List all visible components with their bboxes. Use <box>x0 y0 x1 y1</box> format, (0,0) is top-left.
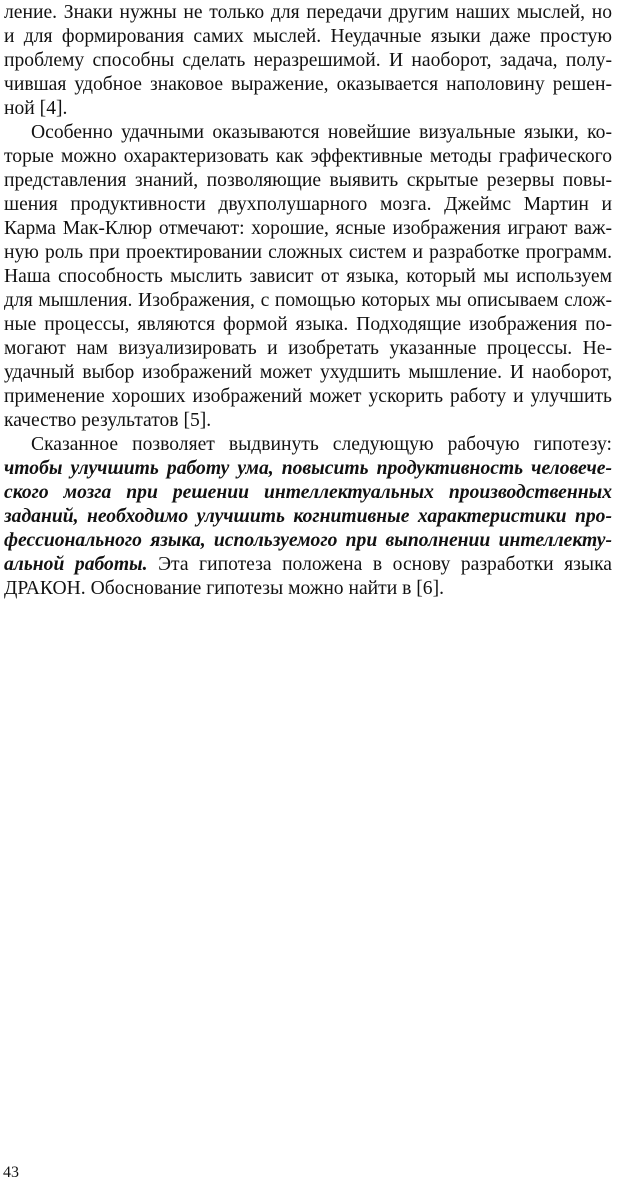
text-line: торые можно охарактеризовать как эффективные методы графического <box>4 146 612 167</box>
text: Эта гипотеза положена в основу разработки языка <box>147 554 612 575</box>
text-line: Сказанное позволяет выдвинуть следующую рабочую гипотезу: <box>31 434 612 455</box>
text-line: чившая удобное знаковое выражение, оказывается наполовину решен- <box>4 74 612 95</box>
emphasized-text-line: фессионального языка, используемого при выполнении интеллекту- <box>4 530 612 551</box>
page-number: 43 <box>3 1164 19 1181</box>
text-line: представления знаний, позволяющие выявить скрытые резервы повы- <box>4 170 612 191</box>
text-line: и для формирования самих мыслей. Неудачные языки даже простую <box>4 26 612 47</box>
emphasized-text-line: заданий, необходимо улучшить когнитивные характеристики про- <box>4 506 612 527</box>
emphasized-text-line: чтобы улучшить работу ума, повысить продуктивность человече- <box>4 458 612 479</box>
text-line <box>4 552 612 577</box>
text-line: ную роль при проектировании сложных систем и разработке программ. <box>4 242 612 263</box>
text-line: ные процессы, являются формой языка. Подходящие изображения по- <box>4 314 612 335</box>
text-line: для мышления. Изображения, с помощью которых мы описываем слож- <box>4 290 612 311</box>
emphasized-text: альной работы. <box>4 554 148 575</box>
text-line: применение хороших изображений может ускорить работу и улучшить <box>4 386 612 407</box>
text-line: удачный выбор изображений может ухудшить мышление. И наоборот, <box>4 362 612 383</box>
text-line: Карма Мак-Клюр отмечают: хорошие, ясные изображения играют важ- <box>4 218 612 239</box>
text-line: шения продуктивности двухполушарного мозга. Джеймс Мартин и <box>4 194 612 215</box>
text-line: ДРАКОН. Обоснование гипотезы можно найти в [6]. <box>4 578 445 599</box>
text-line: ной [4]. <box>4 98 68 119</box>
text-line: ление. Знаки нужны не только для передачи другим наших мыслей, но <box>4 2 612 23</box>
text-line: проблему способны сделать неразрешимой. И наоборот, задача, полу- <box>4 50 612 71</box>
text-line: могают нам визуализировать и изобретать указанные процессы. Не- <box>4 338 612 359</box>
text-line: Особенно удачными оказываются новейшие визуальные языки, ко- <box>31 122 612 143</box>
text-line: Наша способность мыслить зависит от языка, который мы используем <box>4 266 612 287</box>
text-line: качество результатов [5]. <box>4 410 212 431</box>
emphasized-text-line: ского мозга при решении интеллектуальных производственных <box>4 482 612 503</box>
